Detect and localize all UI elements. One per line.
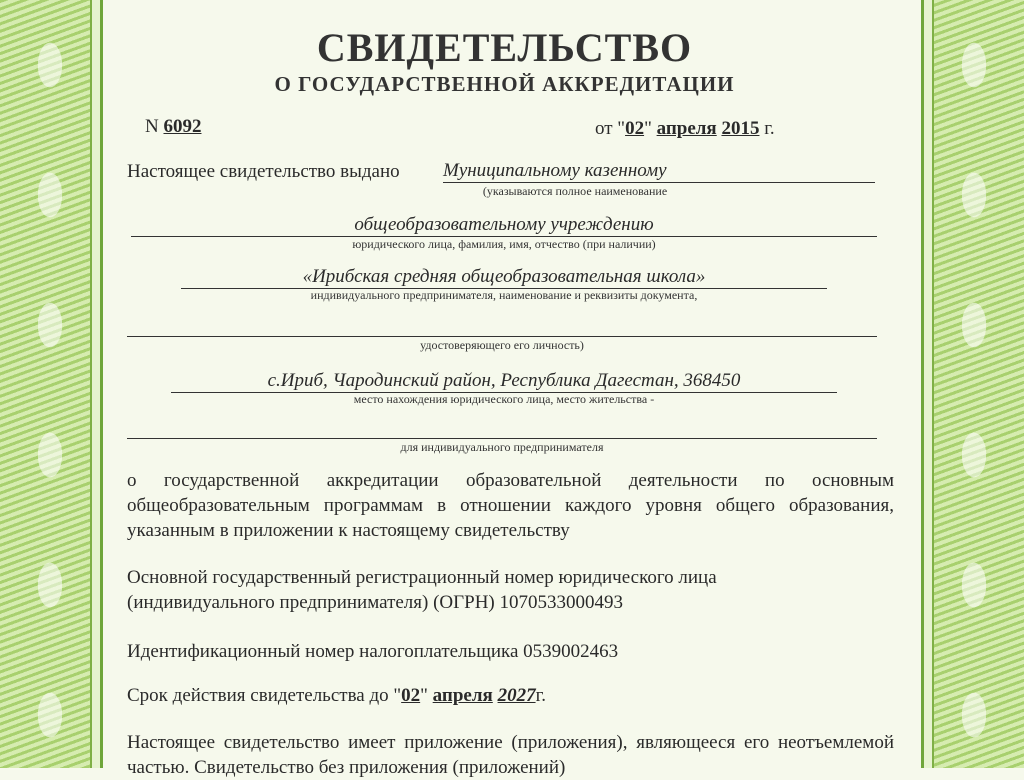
certificate-title: СВИДЕТЕЛЬСТВО bbox=[316, 25, 693, 70]
caption-entrepreneur-2: для индивидуального предпринимателя bbox=[400, 440, 604, 454]
certificate-body bbox=[115, 0, 894, 778]
issue-year: 2015 bbox=[721, 118, 760, 139]
org-name-line2: общеобразовательному учреждению bbox=[131, 214, 877, 237]
right-ornamental-border bbox=[921, 0, 1024, 768]
blank-line bbox=[127, 316, 877, 337]
blank-line-2 bbox=[127, 418, 877, 439]
validity-month: апреля bbox=[432, 685, 493, 706]
left-ornamental-border bbox=[0, 0, 103, 768]
validity-line: Срок действия свидетельства до "02" апреля 2027г. bbox=[127, 685, 546, 706]
certificate-number: N 6092 bbox=[145, 116, 202, 137]
issue-date: от "02" апреля 2015 г. bbox=[595, 118, 775, 139]
validity-day: 02 bbox=[401, 685, 421, 706]
ogrn-line2: (индивидуального предпринимателя) (ОГРН) 1070533000493 bbox=[127, 592, 623, 613]
org-name-line3: «Ирибская средняя общеобразовательная школа» bbox=[181, 266, 827, 289]
appendix-paragraph: Настоящее свидетельство имеет приложение (приложения), являющееся его неотъемлемой частью. Свидетельство без приложения (приложений) bbox=[127, 732, 894, 778]
certificate-subtitle: О ГОСУДАРСТВЕННОЙ АККРЕДИТАЦИИ bbox=[274, 72, 735, 96]
caption-full-name: (указываются полное наименование bbox=[482, 184, 668, 198]
issue-month: апреля bbox=[656, 118, 717, 139]
ogrn-line1: Основной государственный регистрационный номер юридического лица bbox=[127, 567, 717, 588]
caption-entrepreneur: индивидуального предпринимателя, наименование и реквизиты документа, bbox=[310, 288, 698, 302]
issued-label: Настоящее свидетельство выдано bbox=[127, 161, 400, 182]
caption-location: место нахождения юридического лица, место жительства - bbox=[353, 392, 655, 406]
org-name-line1: Муниципальному казенному bbox=[443, 160, 875, 183]
caption-identity: удостоверяющего его личность) bbox=[420, 338, 584, 352]
validity-year: 2027 bbox=[497, 685, 536, 706]
inn-line: Идентификационный номер налогоплательщика 0539002463 bbox=[127, 641, 619, 662]
caption-legal-entity: юридического лица, фамилия, имя, отчество (при наличии) bbox=[352, 237, 656, 251]
accreditation-paragraph: о государственной аккредитации образовательной деятельности по основным общеобразовательным программам в отношении каждого уровня общего образования, указанным в приложении к настоящему свидетельству bbox=[127, 470, 894, 541]
issue-day: 02 bbox=[625, 118, 645, 139]
number-value: 6092 bbox=[163, 116, 202, 137]
address-line: с.Ириб, Чародинский район, Республика Дагестан, 368450 bbox=[171, 370, 837, 393]
